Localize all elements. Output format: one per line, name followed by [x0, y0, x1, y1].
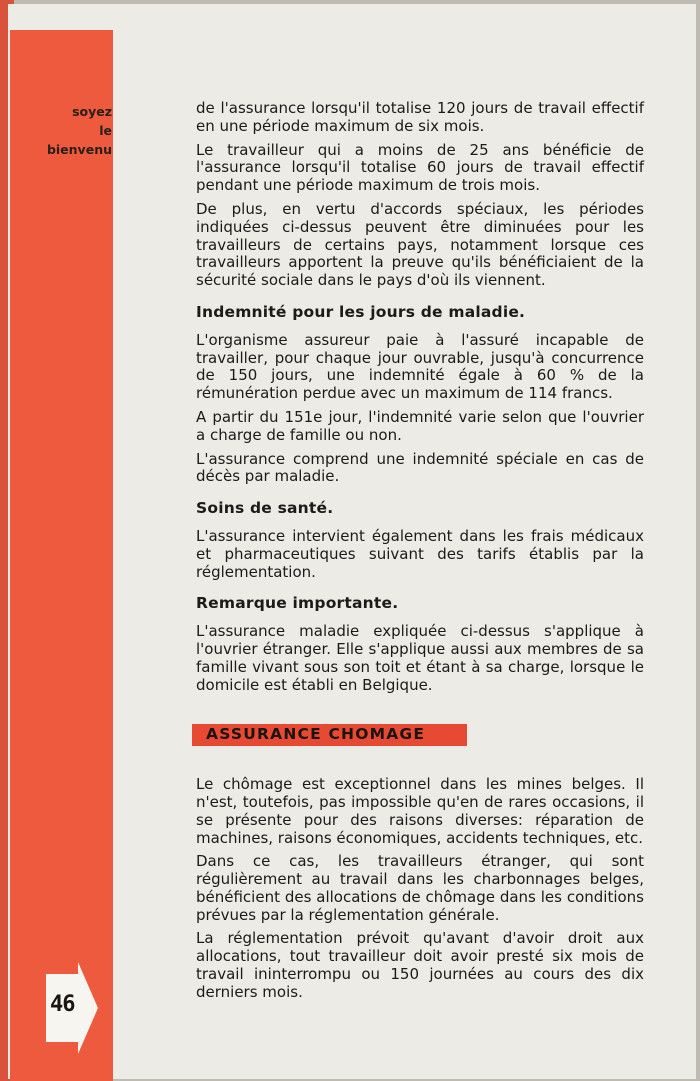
- body-text: [196, 100, 644, 1008]
- section-heading-remark: Remarque importante.: [196, 594, 399, 613]
- section-banner-unemployment: ASSURANCE CHOMAGE: [192, 724, 467, 746]
- margin-note-line: soyez: [72, 104, 112, 119]
- paragraph: de l'assurance lorsqu'il totalise 120 jours de travail effectif en une période maximum de six mois.: [196, 99, 644, 135]
- paragraph: A partir du 151e jour, l'indemnité varie selon que l'ouvrier a charge de famille ou non.: [196, 407, 644, 444]
- section-heading-sickness: Indemnité pour les jours de maladie.: [196, 302, 526, 321]
- section-heading-health: Soins de santé.: [196, 499, 334, 518]
- paragraph: L'assurance comprend une indemnité spéciale en cas de décès par maladie.: [196, 449, 644, 486]
- margin-note-line: bienvenu: [46, 142, 112, 157]
- paragraph: De plus, en vertu d'accords spéciaux, les périodes indiquées ci-dessus peuvent être diminuées pour les travailleurs de certains pays, notamment lorsque ces travailleurs apportent la preuve qu'ils bénéficiaient de la sécurité sociale dans le pays d'où ils viennent.: [196, 199, 644, 290]
- page-number: 46: [50, 992, 75, 1017]
- paragraph: Le travailleur qui a moins de 25 ans bénéficie de l'assurance lorsqu'il totalise 60 jours de travail effectif pendant une période maximum de trois mois.: [196, 140, 644, 195]
- red-margin-band: [10, 30, 113, 1081]
- paragraph: L'assurance intervient également dans les frais médicaux et pharmaceutiques suivant des tarifs établis par la réglementation.: [196, 526, 644, 581]
- margin-note-line: le: [99, 123, 112, 138]
- margin-note: [36, 102, 112, 159]
- paragraph: Le chômage est exceptionnel dans les mines belges. Il n'est, toutefois, pas impossible qu'en de rares occasions, il se présente pour des raisons diverses: réparation de machines, raisons économiques, accidents techniques, etc.: [196, 775, 644, 847]
- paragraph: L'organisme assureur paie à l'assuré incapable de travailler, pour chaque jour ouvrable, jusqu'à concurrence de 150 jours, une indemnité égale à 60 % de la rémunération perdue avec un maximum de 114 francs.: [196, 330, 644, 403]
- paragraph: Dans ce cas, les travailleurs étranger, qui sont régulièrement au travail dans les charbonnages belges, bénéficient des allocations de chômage dans les conditions prévues par la réglementation générale.: [196, 852, 644, 924]
- paragraph: La réglementation prévoit qu'avant d'avoir droit aux allocations, tout travailleur doit avoir presté six mois de travail ininterrompu ou 150 journées au cours des dix derniers mois.: [196, 929, 644, 1001]
- paragraph: L'assurance maladie expliquée ci-dessus s'applique à l'ouvrier étranger. Elle s'applique aussi aux membres de sa famille vivant sous son toit et étant à sa charge, lorsque le domicile est établi en Belgique.: [196, 622, 644, 694]
